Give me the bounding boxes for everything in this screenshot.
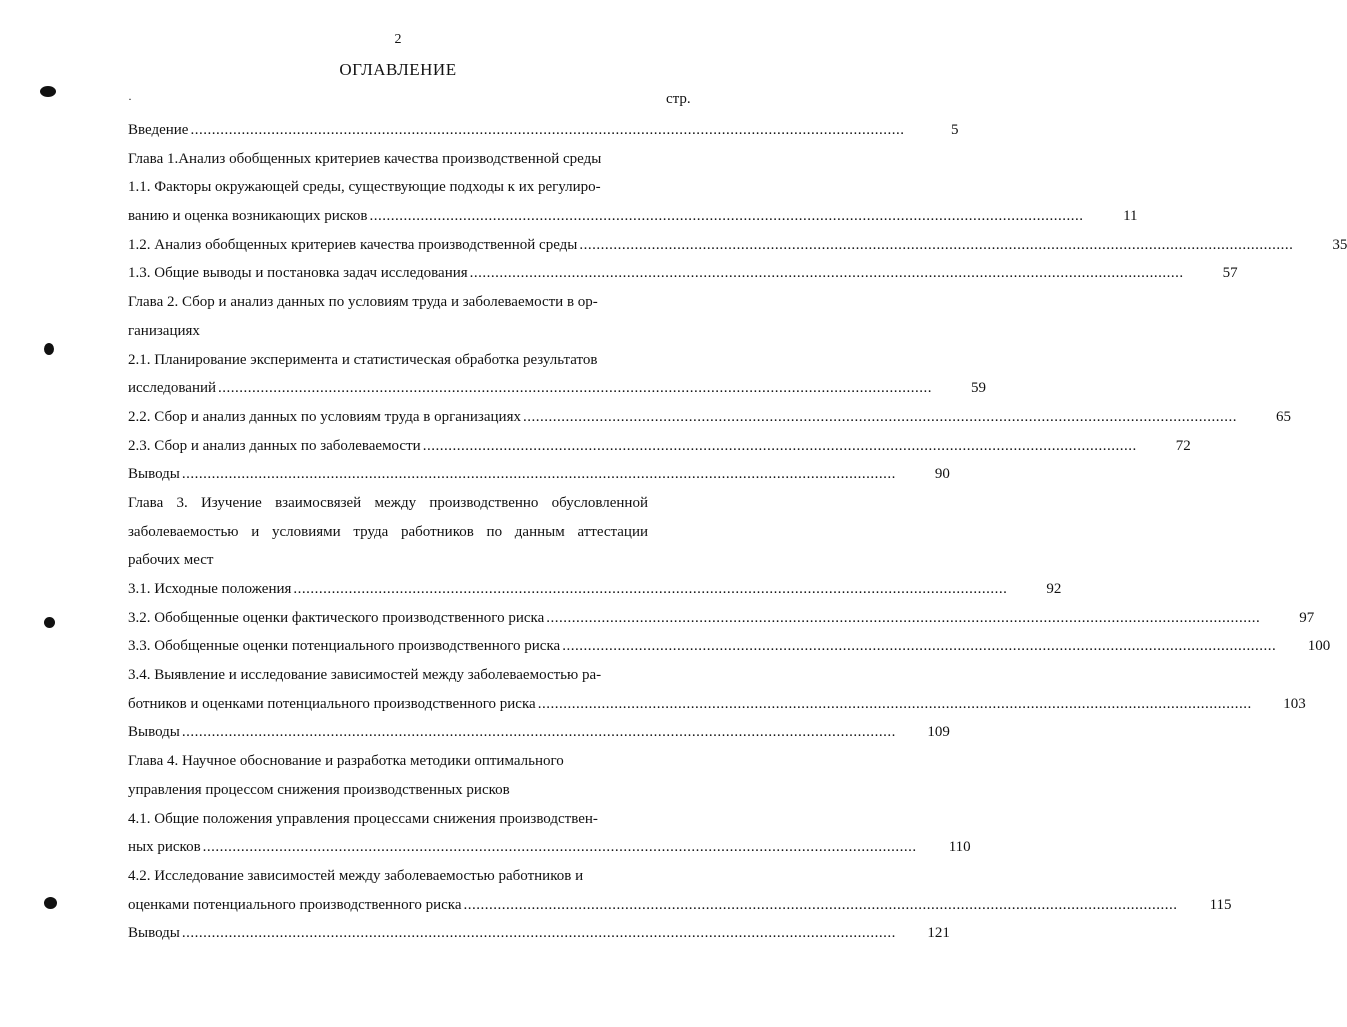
toc-page-number: 110 bbox=[948, 839, 971, 856]
toc-entry-title: Введение bbox=[128, 122, 189, 138]
dot-leader bbox=[423, 432, 1137, 461]
toc-page-number: 65 bbox=[1275, 408, 1291, 425]
toc-page-number: 103 bbox=[1283, 695, 1306, 712]
toc-text-line: 1.1. Факторы окружающей среды, существующие подходы к их регулиро- bbox=[128, 179, 601, 196]
dot-leader bbox=[370, 202, 1084, 231]
toc-entry bbox=[128, 202, 1138, 231]
toc-entry bbox=[128, 259, 1238, 288]
toc-entry-title: Выводы bbox=[128, 724, 180, 741]
toc-entry-title: ботников и оценками потенциального производственного риска bbox=[128, 695, 536, 712]
dot-leader bbox=[579, 231, 1293, 260]
toc-entry-title: ванию и оценка возникающих рисков bbox=[128, 208, 368, 225]
toc-text-line: рабочих мест bbox=[128, 552, 214, 569]
scan-blot bbox=[44, 617, 55, 628]
dot-leader bbox=[182, 718, 896, 747]
toc-page-number: 90 bbox=[934, 466, 950, 483]
dot-leader bbox=[190, 116, 904, 145]
dot-leader bbox=[538, 690, 1252, 719]
toc-entry bbox=[128, 690, 1306, 719]
dot-leader bbox=[464, 891, 1178, 920]
toc-page-number: 115 bbox=[1209, 896, 1232, 913]
toc-text-line: управления процессом снижения производственных рисков bbox=[128, 781, 510, 798]
dot-leader bbox=[218, 374, 932, 403]
scan-blot bbox=[44, 343, 54, 355]
toc-page-number: 100 bbox=[1307, 638, 1331, 655]
toc-entry bbox=[128, 891, 1232, 920]
page-title: ОГЛАВЛЕНИЕ bbox=[339, 60, 457, 79]
toc-text-line: заболеваемостью и условиями труда работников по данным аттестации bbox=[128, 523, 648, 540]
toc-page-number: 72 bbox=[1175, 437, 1191, 454]
toc-entry bbox=[128, 432, 1191, 461]
toc-entry bbox=[128, 919, 950, 948]
toc-page-number: 35 bbox=[1332, 236, 1347, 253]
toc-entry-title: исследований bbox=[128, 380, 217, 397]
toc-entry bbox=[128, 403, 1291, 432]
toc-entry-title: 3.2. Обобщенные оценки фактического производственного риска bbox=[128, 609, 545, 626]
toc-page-number: 57 bbox=[1222, 265, 1238, 282]
toc-page-number: 92 bbox=[1046, 581, 1062, 597]
toc-entry bbox=[128, 231, 1347, 260]
toc-entry-title: 2.3. Сбор и анализ данных по заболеваемости bbox=[128, 437, 421, 454]
toc-entry bbox=[128, 604, 1315, 633]
toc-text-line: 4.1. Общие положения управления процессами снижения производствен- bbox=[128, 810, 598, 827]
dot-leader bbox=[293, 575, 1007, 604]
dot-leader bbox=[562, 632, 1276, 661]
page-column-label: стр. bbox=[666, 91, 691, 107]
toc-text-line: 2.1. Планирование эксперимента и статистическая обработка результатов bbox=[128, 351, 598, 368]
stray-mark: · bbox=[128, 92, 132, 106]
toc-page-number: 121 bbox=[927, 925, 950, 942]
toc-text-line: ганизациях bbox=[128, 322, 200, 339]
dot-leader bbox=[203, 833, 917, 862]
toc-entry-title: 3.3. Обобщенные оценки потенциального производственного риска bbox=[128, 638, 561, 655]
toc-page-number: 109 bbox=[927, 724, 950, 741]
dot-leader bbox=[182, 919, 896, 948]
toc-text-line: 3.4. Выявление и исследование зависимостей между заболеваемостью ра- bbox=[128, 667, 602, 684]
page-number: 2 bbox=[394, 32, 402, 47]
toc-entry bbox=[128, 718, 950, 747]
toc-entry-title: 1.2. Анализ обобщенных критериев качества производственной среды bbox=[128, 236, 578, 253]
toc-entry-title: оценками потенциального производственного риска bbox=[128, 896, 462, 913]
table-of-contents bbox=[128, 116, 1347, 948]
toc-page-number: 59 bbox=[971, 380, 987, 397]
toc-page-number: 11 bbox=[1123, 208, 1138, 225]
dot-leader bbox=[470, 259, 1184, 288]
toc-entry-title: 1.3. Общие выводы и постановка задач исследования bbox=[128, 265, 468, 282]
toc-entry-title: 3.1. Исходные положения bbox=[128, 581, 292, 597]
toc-entry bbox=[128, 116, 959, 145]
toc-entry bbox=[128, 575, 1062, 604]
toc-entry-title: 2.2. Сбор и анализ данных по условиям труда в организациях bbox=[128, 408, 521, 425]
toc-page-number: 5 bbox=[950, 122, 959, 138]
toc-text-line: Глава 2. Сбор и анализ данных по условиям труда и заболеваемости в ор- bbox=[128, 294, 598, 311]
toc-entry bbox=[128, 374, 987, 403]
toc-entry bbox=[128, 460, 950, 489]
toc-entry-title: Выводы bbox=[128, 925, 180, 942]
toc-chapter-heading: Глава 1.Анализ обобщенных критериев качества производственной среды bbox=[128, 150, 602, 167]
toc-text-line: Глава 4. Научное обоснование и разработка методики оптимального bbox=[128, 753, 564, 770]
dot-leader bbox=[546, 604, 1260, 633]
toc-entry-title: Выводы bbox=[128, 466, 180, 483]
scan-blot bbox=[44, 897, 57, 909]
toc-page-number: 97 bbox=[1299, 609, 1315, 626]
scan-blot bbox=[40, 86, 56, 97]
toc-entry-title: ных рисков bbox=[128, 839, 201, 856]
toc-entry bbox=[128, 632, 1331, 661]
toc-text-line: 4.2. Исследование зависимостей между заболеваемостью работников и bbox=[128, 867, 584, 884]
dot-leader bbox=[182, 460, 896, 489]
toc-text-line: Глава 3. Изучение взаимосвязей между производственно обусловленной bbox=[128, 494, 648, 511]
dot-leader bbox=[523, 403, 1237, 432]
toc-entry bbox=[128, 833, 971, 862]
